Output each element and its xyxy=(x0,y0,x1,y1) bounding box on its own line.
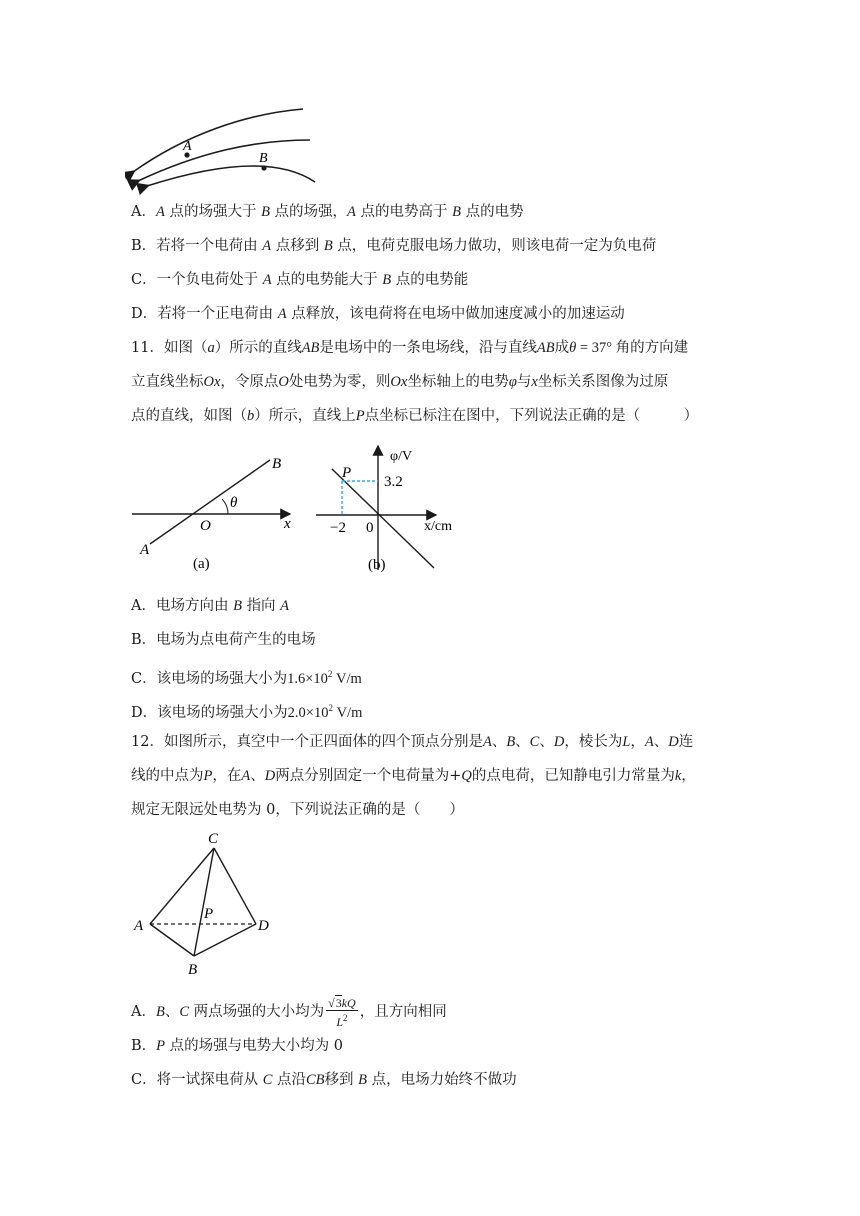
point-b-dot xyxy=(261,165,266,170)
q11-option-a[interactable] xyxy=(131,596,289,616)
option-text: 点的电势 xyxy=(465,204,524,220)
option-text: 点释放，该电荷将在电场中做加速度减小的加速运动 xyxy=(291,306,625,322)
var-a: A xyxy=(280,598,290,614)
field-line-top xyxy=(133,109,303,172)
numerator-vars: kQ xyxy=(341,995,356,1010)
var: A xyxy=(241,768,251,784)
var: A xyxy=(482,734,492,750)
field-line-bottom xyxy=(147,166,315,186)
stem-text: 处电势为零，则 xyxy=(288,374,391,390)
field-lines-figure xyxy=(125,100,325,195)
q11-option-d[interactable] xyxy=(131,698,362,723)
stem-text: ，在 xyxy=(212,768,242,784)
q11-stem-line-2 xyxy=(131,372,668,392)
q10-option-b[interactable] xyxy=(131,236,656,256)
var-b: B xyxy=(261,204,270,220)
var-c: C xyxy=(262,1072,273,1088)
option-prefix: B． xyxy=(131,632,157,648)
option-prefix: C． xyxy=(131,1072,157,1088)
var-p: P xyxy=(355,408,365,424)
option-prefix: C． xyxy=(131,670,157,687)
option-text: 电场为点电荷产生的电场 xyxy=(156,632,316,648)
stem-text: 线的中点为 xyxy=(131,768,204,784)
stem-text: 与 xyxy=(516,374,532,390)
stem-text: 点坐标已标注在图中，下列说法正确的是（ ） xyxy=(364,408,699,424)
q12-option-c[interactable] xyxy=(131,1070,517,1090)
option-prefix: C． xyxy=(131,272,157,288)
option-text: 该电场的场强大小为 xyxy=(156,670,288,687)
option-text: 点的场强大于 xyxy=(169,204,257,220)
option-text: 一个负电荷处于 xyxy=(156,272,259,288)
var-b: B xyxy=(358,1072,367,1088)
stem-text: 是电场中的一条电场线，沿与直线 xyxy=(319,340,537,356)
sqrt-radicand: 3 xyxy=(335,995,342,1010)
stem-text: ， xyxy=(630,734,645,750)
stem-text: 两点分别固定一个电荷量为+ xyxy=(275,768,462,784)
stem-text: ， xyxy=(681,768,696,784)
stem-text: ，令原点 xyxy=(220,374,279,390)
var: Q xyxy=(461,768,472,784)
q11-option-c[interactable] xyxy=(131,664,362,689)
option-text: ，且方向相同 xyxy=(359,1004,447,1020)
option-text: 指向 xyxy=(246,598,276,614)
var: P xyxy=(203,768,213,784)
unit: V/m xyxy=(332,704,363,721)
var-b: B xyxy=(452,204,461,220)
var-a: A xyxy=(155,204,165,220)
var-ox: Ox xyxy=(390,374,408,390)
var: D xyxy=(553,734,565,750)
tetrahedron-figure xyxy=(130,826,280,981)
label-a: A xyxy=(140,542,150,558)
y-axis-label: φ/V xyxy=(390,449,413,464)
edge-ab xyxy=(150,924,194,956)
stem-text: ）所示，直线上 xyxy=(254,408,356,424)
var: C xyxy=(529,734,540,750)
option-text: 、 xyxy=(164,1004,180,1020)
caption-a: (a) xyxy=(193,556,210,572)
label-b: B xyxy=(272,456,282,472)
option-text: 点，电场力始终不做功 xyxy=(371,1072,517,1088)
exponent: 2 xyxy=(328,703,333,713)
q12-stem-line-3 xyxy=(131,800,464,820)
option-text: 若将一个电荷由 xyxy=(156,238,258,254)
stem-text: 、 xyxy=(515,734,530,750)
option-prefix: B． xyxy=(131,1038,157,1054)
stem-text: 、 xyxy=(539,734,554,750)
option-text: 点的电势能 xyxy=(395,272,469,288)
var: A xyxy=(644,734,654,750)
q10-option-c[interactable] xyxy=(131,270,468,290)
stem-text: 坐标关系图像为过原 xyxy=(537,374,669,390)
var-x: x xyxy=(531,374,538,390)
stem-text: 点的直线，如图（ xyxy=(131,408,247,424)
option-text: 该电场的场强大小为 xyxy=(157,704,288,721)
point-b-label: B xyxy=(259,151,268,166)
var-a: A xyxy=(277,306,287,322)
stem-text: 的点电荷，已知静电引力常量为 xyxy=(471,768,675,784)
option-text: 两点场强的大小均为 xyxy=(193,1004,325,1020)
var: B xyxy=(506,734,516,750)
option-prefix: D． xyxy=(131,704,158,721)
label-x: x xyxy=(284,516,291,532)
y-value-label: 3.2 xyxy=(384,474,403,490)
q11-figure-a xyxy=(130,448,310,578)
var-a: A xyxy=(347,204,356,220)
stem-text: 坐标轴上的电势 xyxy=(407,374,509,390)
option-text: 电场方向由 xyxy=(155,598,229,614)
q10-option-d[interactable] xyxy=(131,304,625,324)
field-value: 1.6×10 xyxy=(287,670,328,687)
option-text: 点的电势能大于 xyxy=(276,272,378,288)
q11-option-b[interactable] xyxy=(131,630,316,650)
angle-arc xyxy=(222,499,228,514)
label-theta: θ xyxy=(230,495,238,511)
option-prefix: A． xyxy=(131,204,156,220)
stem-text: 立直线坐标 xyxy=(131,374,204,390)
vertex-a-label: A xyxy=(134,918,144,934)
var-a: A xyxy=(262,272,272,288)
option-text: 点沿 xyxy=(277,1072,306,1088)
var-c: C xyxy=(179,1004,190,1020)
option-text: 点的场强， xyxy=(274,204,348,220)
label-p: P xyxy=(342,465,352,481)
q12-stem-line-1 xyxy=(131,732,693,752)
option-text: 点移到 xyxy=(275,238,320,254)
stem-text: 、 xyxy=(491,734,507,750)
option-prefix: A． xyxy=(131,1004,156,1020)
field-line-middle xyxy=(138,140,310,181)
stem-text: 12．如图所示，真空中一个正四面体的四个顶点分别是 xyxy=(131,734,483,750)
denominator-var: L xyxy=(336,1014,344,1029)
q11-stem-line-1 xyxy=(131,338,688,358)
q12-option-a[interactable] xyxy=(131,992,447,1032)
caption-b: (b) xyxy=(368,557,386,573)
var-b: B xyxy=(233,598,242,614)
var-ab: AB xyxy=(536,340,555,356)
option-prefix: D． xyxy=(131,306,158,322)
denominator-exponent: 2 xyxy=(343,1012,348,1023)
var-p: P xyxy=(156,1038,166,1054)
var-cb: CB xyxy=(306,1072,325,1088)
var-b: B xyxy=(382,272,392,288)
var-a: A xyxy=(262,238,272,254)
option-text: 点的电势高于 xyxy=(360,204,448,220)
edge-bd xyxy=(194,924,256,956)
vertex-c-label: C xyxy=(208,831,219,847)
stem-text: 11．如图（ xyxy=(131,340,208,356)
stem-text: 成 xyxy=(554,340,570,356)
var: k xyxy=(674,768,682,784)
point-a-label: A xyxy=(183,139,192,154)
var-a: a xyxy=(207,340,215,356)
var-b: B xyxy=(323,238,333,254)
var-ox: Ox xyxy=(203,374,221,390)
field-value: 2.0×10 xyxy=(287,704,329,721)
option-text: 移到 xyxy=(324,1072,354,1088)
unit: V/m xyxy=(332,670,362,687)
q11-stem-line-3 xyxy=(131,406,698,426)
option-text: 点，电荷克服电场力做功，则该电荷一定为负电荷 xyxy=(337,238,657,254)
var: L xyxy=(622,734,631,750)
q12-stem-line-2 xyxy=(131,766,696,786)
var: D xyxy=(264,768,276,784)
x-value-label: −2 xyxy=(330,520,346,536)
option-prefix: A． xyxy=(131,598,156,614)
stem-text: 规定无限远处电势为 0，下列说法正确的是（ ） xyxy=(131,802,464,818)
vertex-b-label: B xyxy=(188,962,198,978)
edge-cb xyxy=(194,848,214,956)
stem-text: 连 xyxy=(678,734,694,750)
q10-option-a[interactable] xyxy=(131,202,524,222)
var: D xyxy=(668,734,679,750)
vertex-d-label: D xyxy=(258,918,269,934)
var-phi: φ xyxy=(508,374,517,390)
x-axis-label: x/cm xyxy=(424,519,452,534)
option-text: 将一试探电荷从 xyxy=(156,1072,259,1088)
stem-text: 、 xyxy=(653,734,669,750)
stem-text: ）所示的直线 xyxy=(214,340,302,356)
option-prefix: B． xyxy=(131,238,157,254)
var-b: B xyxy=(155,1004,165,1020)
var-b: b xyxy=(247,408,255,424)
q12-option-b[interactable] xyxy=(131,1036,343,1056)
label-o: O xyxy=(200,518,211,534)
var-ab: AB xyxy=(301,340,320,356)
var-o: O xyxy=(278,374,289,390)
var-theta: θ xyxy=(569,340,577,356)
exponent: 2 xyxy=(327,669,333,679)
option-text: 点的场强与电势大小均为 0 xyxy=(169,1038,343,1054)
q11-figure-b xyxy=(312,440,472,580)
phi-x-line xyxy=(332,469,434,568)
option-text: 若将一个正电荷由 xyxy=(157,306,274,322)
field-strength-fraction: $\frac{√3kQ}{L^2}$ xyxy=(328,995,356,1029)
point-p-label: P xyxy=(204,906,214,922)
edge-cd xyxy=(214,848,256,924)
stem-text: 、 xyxy=(250,768,265,784)
origin-label: 0 xyxy=(366,520,374,536)
stem-text: ，棱长为 xyxy=(564,734,623,750)
stem-text: = 37° 角的方向建 xyxy=(576,340,689,356)
